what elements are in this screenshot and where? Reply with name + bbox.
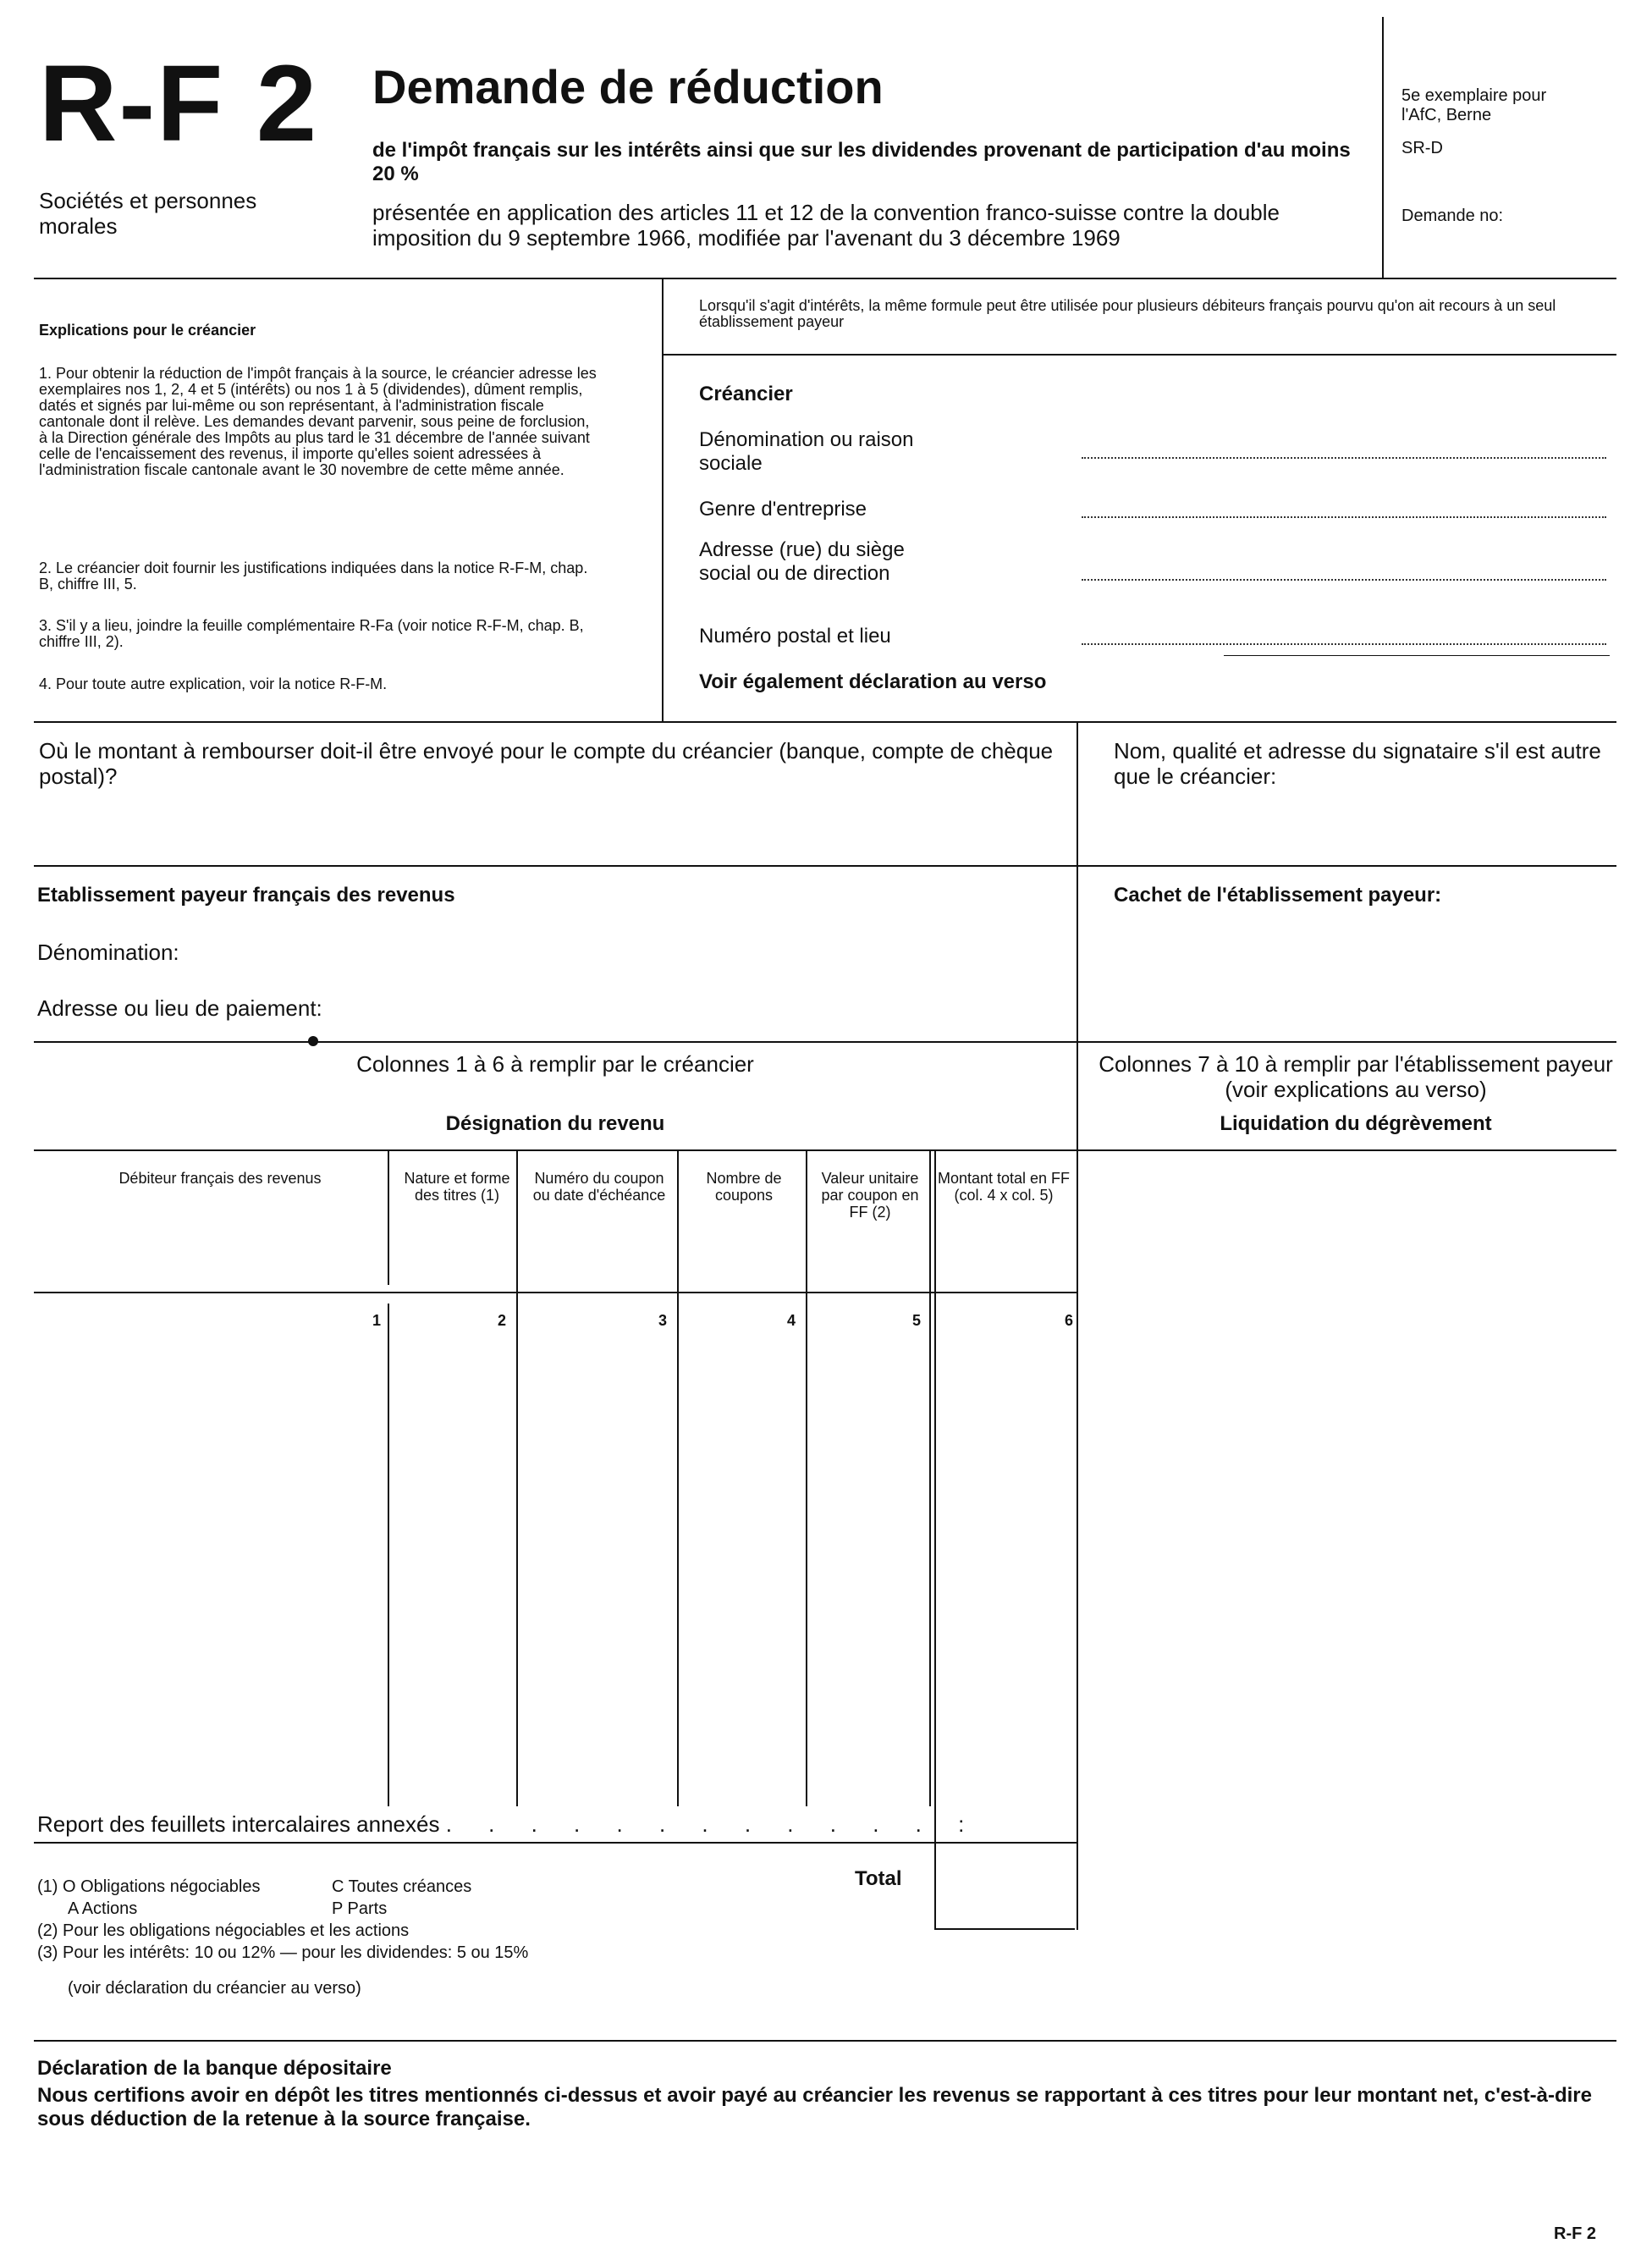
footnote-1d: P Parts [332,1899,388,1918]
col-head-3: Numéro du coupon ou date d'échéance [532,1170,666,1204]
col-num-3: 3 [658,1312,667,1329]
total-label: Total [855,1867,902,1890]
col-num-1: 1 [372,1312,381,1329]
creditor-see-also: Voir également déclaration au verso [699,670,1047,693]
header-bottom-rule [34,278,1616,279]
footer-code: R-F 2 [1554,2224,1596,2243]
table-head-top-rule [34,1149,1616,1151]
table-bottom-rule [34,2040,1616,2042]
cols-creditor-label: Colonnes 1 à 6 à remplir par le créancier [356,1051,754,1077]
col-num-4: 4 [786,1312,796,1329]
col-line-2 [516,1151,518,1806]
form-title: Demande de réduction [372,60,884,113]
col-line-1 [388,1151,389,1285]
footnote-2: (2) Pour les obligations négociables et les actions [37,1921,410,1940]
col-head-4: Nombre de coupons [706,1170,782,1204]
col-head-6: Montant total en FF (col. 4 x col. 5) [937,1170,1071,1204]
payment-bottom-rule [34,865,1616,867]
explanation-item-3: 3. S'il y a lieu, joindre la feuille complémentaire R-Fa (voir notice R-F-M, chap. B, chiffre III, 2). [39,617,584,650]
payment-question: Où le montant à rembourser doit-il être envoyé pour le compte du créancier (banque, compte de chèque postal)? [39,738,1054,789]
col-line-4 [806,1151,807,1806]
footnote-1a: (1) O Obligations négociables [37,1877,261,1896]
creditor-note: Lorsqu'il s'agit d'intérêts, la même formule peut être utilisée pour plusieurs débiteurs français pourvu qu'on ait recours à un seul établissement payeur [699,297,1556,330]
creditor-type-field[interactable] [1082,516,1606,518]
col-head-2: Nature et forme des titres (1) [404,1170,510,1204]
form-code: R-F 2 [39,43,318,164]
footnote-see: (voir déclaration du créancier au verso) [68,1979,361,1998]
rule-dot [308,1036,318,1046]
stamp-label: Cachet de l'établissement payeur: [1114,884,1442,907]
explanation-item-2: 2. Le créancier doit fournir les justifications indiquées dans la notice R-F-M, chap. B, chiffre III, 5. [39,559,588,593]
col-num-5: 5 [911,1312,921,1329]
col-head-1: Débiteur français des revenus [118,1170,322,1187]
designation-label: Désignation du revenu [445,1112,665,1135]
footnote-1c: A Actions [68,1899,138,1918]
form-description-1: de l'impôt français sur les intérêts ainsi que sur les dividendes provenant de participation d'au moins 20 % [372,139,1351,185]
form-subtitle-left: Sociétés et personnes morales [39,188,257,239]
footnote-3: (3) Pour les intérêts: 10 ou 12% — pour les dividendes: 5 ou 15% [37,1943,529,1962]
creditor-address-label: Adresse (rue) du siège social ou de direction [699,538,905,585]
declaration-text: Nous certifions avoir en dépôt les titres mentionnés ci-dessus et avoir payé au créancier les revenus se rapportant à ces titres pour leur montant net, c'est-à-dire sous déduction de la retenue à la source française. [37,2084,1592,2130]
table-head-bottom-rule [34,1292,1077,1293]
col-head-5: Valeur unitaire par coupon en FF (2) [821,1170,919,1221]
creditor-postal-field[interactable] [1082,643,1606,645]
ref-code: SR-D [1401,139,1443,157]
cols-payer-label: Colonnes 7 à 10 à remplir par l'établissement payeur (voir explications au verso) [1099,1051,1613,1102]
report-label [37,1811,979,1837]
signatory-label: Nom, qualité et adresse du signataire s'il est autre que le créancier: [1114,738,1601,789]
col-line-1b [388,1304,389,1806]
footnote-1b: C Toutes créances [332,1877,472,1896]
explanations-bottom-rule [34,721,1616,723]
total-box[interactable] [934,1842,1075,1930]
creditor-name-label: Dénomination ou raison sociale [699,428,914,475]
copy-note: 5e exemplaire pour l'AfC, Berne [1401,86,1547,124]
establishment-heading: Etablissement payeur français des revenus [37,884,455,907]
request-no-label: Demande no: [1401,207,1504,225]
establishment-bottom-rule [34,1041,1616,1043]
explanation-item-1: 1. Pour obtenir la réduction de l'impôt français à la source, le créancier adresse les exemplaires nos 1, 2, 4 et 5 (intérêts) ou nos 1 à 5 (dividendes), dûment remplis, datés et signés par lui-même ou son représentant, à l'administration fiscale cantonale dont il relève. Les demandes devant parvenir, sous peine de forclusion, à la Direction générale des Impôts au plus tard le 31 décembre de l'année suivant celle de l'encaissement des revenus, il importe qu'elles soient adressées à l'administration fiscale cantonale avant le 30 novembre de cette même année. [39,365,597,478]
col-num-6: 6 [1064,1312,1073,1329]
declaration-heading: Déclaration de la banque dépositaire [37,2057,392,2080]
establishment-divider [1077,865,1078,1930]
report-label-text: Report des feuillets intercalaires annexés [37,1811,440,1837]
creditor-note-rule [662,354,1616,356]
explanations-divider [662,278,664,721]
liquidation-label: Liquidation du dégrèvement [1220,1112,1492,1135]
col-line-5 [929,1151,931,1806]
establishment-address-label: Adresse ou lieu de paiement: [37,995,322,1021]
form-description-2: présentée en application des articles 11 et 12 de la convention franco-suisse contre la double imposition du 9 septembre 1966, modifiée par l'avenant du 3 décembre 1969 [372,200,1280,251]
payment-divider [1077,721,1078,865]
creditor-heading: Créancier [699,383,793,405]
creditor-postal-underline [1224,655,1610,656]
creditor-postal-label: Numéro postal et lieu [699,625,891,648]
report-bottom-rule [34,1842,1077,1844]
explanation-item-4: 4. Pour toute autre explication, voir la notice R-F-M. [39,675,388,692]
creditor-name-field[interactable] [1082,457,1606,459]
header-divider [1382,17,1384,278]
establishment-name-label: Dénomination: [37,940,179,965]
explanations-title: Explications pour le créancier [39,322,256,339]
creditor-address-field[interactable] [1082,579,1606,581]
report-leader-dots: . . . . . . . . . . . . : [445,1811,980,1837]
col-num-2: 2 [497,1312,506,1329]
col-line-3 [677,1151,679,1806]
creditor-type-label: Genre d'entreprise [699,498,867,521]
